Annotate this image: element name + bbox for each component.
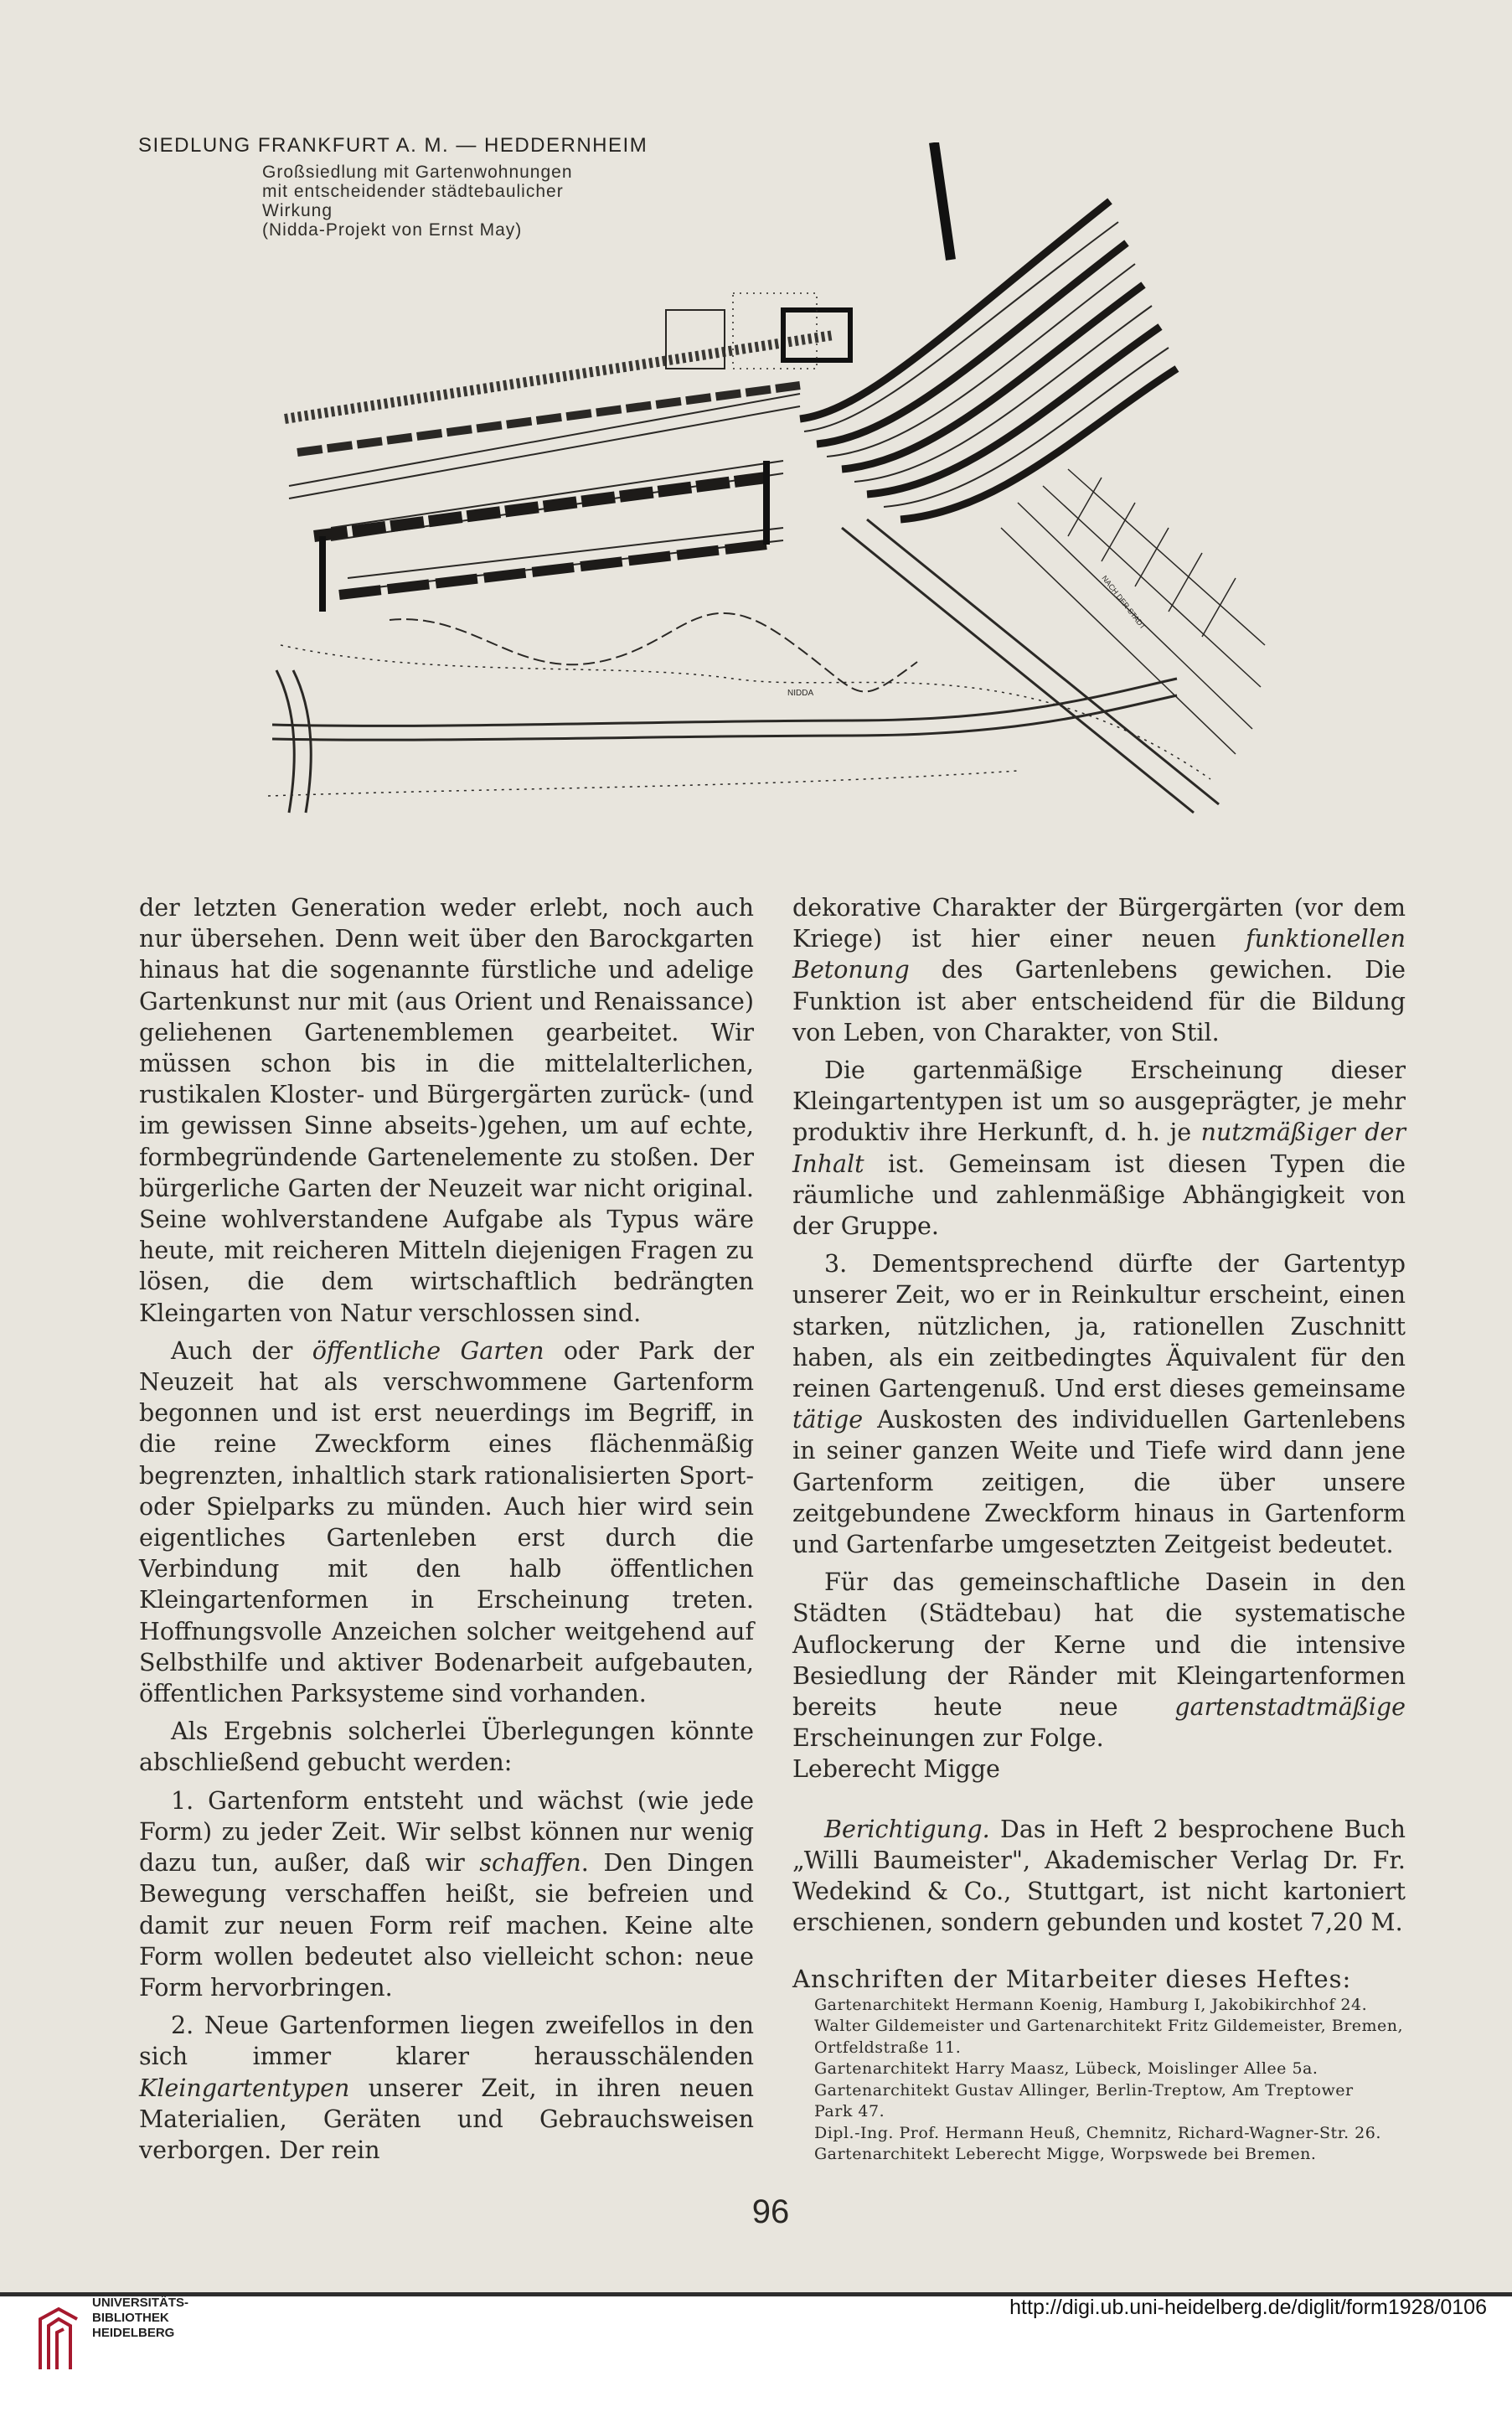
- paragraph: [792, 1567, 1406, 1754]
- caption-line: (Nidda-Projekt von Ernst May): [262, 220, 523, 240]
- source-url-link[interactable]: http://digi.ub.uni-heidelberg.de/diglit/form1928/0106: [1009, 2296, 1487, 2319]
- address-line: Gartenarchitekt Gustav Allinger, Berlin-Treptow, Am Treptower: [814, 2080, 1354, 2100]
- text: 3. Dementsprechend dürfte der Gartentyp unserer Zeit, wo er in Reinkultur erscheint, einen starken, nützlichen, ja, rationellen Zuschnitt haben, als ein zeitbedingtes Äquivalent für den reinen Gartengenuß. Und erst dieses gemeinsame: [792, 1250, 1406, 1403]
- site-plan-drawing: [264, 142, 1269, 821]
- paragraph: [792, 1055, 1406, 1242]
- text: unserer Zeit, in ihren neuen Materialien, Geräten und Gebrauchsweisen verborgen. Der rein: [139, 2074, 754, 2164]
- emphasis: tätige: [792, 1406, 864, 1434]
- address-line: Walter Gildemeister und Gartenarchitekt Fritz Gildemeister, Bremen,: [814, 2017, 1404, 2036]
- paragraph: Als Ergebnis solcherlei Überlegungen könnte abschließend gebucht werden:: [139, 1718, 754, 1777]
- contributors-heading: Anschriften der Mitarbeiter dieses Heftes:: [792, 1964, 1352, 1993]
- address-line: Park 47.: [814, 2102, 885, 2121]
- caption-line: Großsiedlung mit Gartenwohnungen: [262, 163, 573, 182]
- emphasis: Berichtigung.: [824, 1815, 990, 1843]
- emphasis: funktionellen Betonung: [792, 925, 1406, 984]
- text: 2. Neue Gartenformen liegen zweifellos in den sich immer klarer herausschälenden: [139, 2012, 754, 2071]
- paragraph: [139, 1785, 754, 2003]
- text: dekorative Charakter der Bürgergärten (vor dem Kriege) ist hier einer neuen: [792, 894, 1406, 953]
- address-line: Gartenarchitekt Leberecht Migge, Worpswede bei Bremen.: [814, 2145, 1317, 2164]
- text: oder Park der Neuzeit hat als verschwommene Gartenform begonnen und ist erst neuerdings im Begriff, in die reine Zweckform eines flächenmäßig begrenzten, inhaltlich stark rationalisierten Sport- oder Spielparks zu münden. Auch hier wird sein eigentliches Gartenleben erst durch die Verbindung mit den halb öffentlichen Kleingartenformen in Erscheinung treten. Hoffnungsvolle Anzeichen solcher weitgehend auf Selbsthilfe und aktiver Bodenarbeit aufgebauten, öffentlichen Parksysteme sind vorhanden.: [139, 1336, 754, 1708]
- contributors-list: [792, 1995, 1406, 2166]
- address-line: Dipl.-Ing. Prof. Hermann Heuß, Chemnitz, Richard-Wagner-Str. 26.: [814, 2123, 1381, 2142]
- text: 1. Gartenform entsteht und wächst (wie jede Form) zu jeder Zeit. Wir selbst können nur wenig dazu tun, außer, daß wir: [139, 1786, 754, 1878]
- text: Die gartenmäßige Erscheinung dieser Kleingartentypen ist um so ausgeprägter, je mehr produktiv ihre Herkunft, d. h. je: [792, 1056, 1406, 1147]
- text: Für das gemeinschaftliche Dasein in den Städten (Städtebau) hat die systematische Auflockerung der Kerne und die intensive Besiedlung der Ränder mit Kleingartenformen bereits heute neue: [792, 1568, 1406, 1722]
- right-text-column: [792, 892, 1406, 2166]
- library-name: [92, 2296, 188, 2341]
- address-line: Ortfeldstraße 11.: [814, 2038, 962, 2057]
- library-name-line: UNIVERSITÄTS-: [92, 2296, 189, 2310]
- road-label: NACH DER STADT: [1100, 574, 1148, 631]
- page-number: 96: [751, 2193, 790, 2230]
- emphasis: schaffen: [479, 1849, 581, 1878]
- caption-title: SIEDLUNG FRANKFURT A. M. — HEDDERNHEIM: [138, 134, 648, 157]
- emphasis: gartenstadtmäßige: [1174, 1693, 1406, 1722]
- paragraph: [792, 1248, 1406, 1560]
- emphasis: Kleingartentypen: [139, 2074, 350, 2102]
- caption-line: Wirkung: [262, 201, 333, 220]
- text: Erscheinungen zur Folge.: [792, 1724, 1104, 1753]
- emphasis: nutzmäßiger der Inhalt: [792, 1118, 1406, 1178]
- text: . Den Dingen Bewegung verschaffen heißt, sie befreien und damit zur neuen Form reif machen. Keine alte Form wollen bedeutet also vielleicht schon: neue Form hervorbringen.: [139, 1849, 754, 2002]
- text: Auskosten des individuellen Gartenlebens in seiner ganzen Weite und Tiefe wird dann jene Gartenform zeitigen, die über unsere zeitgebundene Zweckform hinaus in Gartenform und Gartenfarbe umgesetzten Zeitgeist bedeutet.: [792, 1406, 1406, 1559]
- library-name-line: HEIDELBERG: [92, 2326, 175, 2340]
- paragraph: der letzten Generation weder erlebt, noch auch nur übersehen. Denn weit über den Barockgarten hinaus hat die sogenannte fürstliche und adelige Gartenkunst nur mit (aus Orient und Renaissance) geliehenen Gartenemblemen gearbeitet. Wir müssen schon bis in die mittelalterlichen, rustikalen Kloster- und Bürgergärten zurück- (und im gewissen Sinne abseits-)gehen, um auf echte, formbegründende Gartenelemente zu stoßen. Der bürgerliche Garten der Neuzeit war nicht original. Seine wohlverstandene Aufgabe als Typus wäre heute, mit reicheren Mitteln diejenigen Fragen zu lösen, die dem wirtschaftlich bedrängten Kleingarten von Natur verschlossen sind.: [139, 894, 754, 1327]
- correction-note: [792, 1814, 1406, 1939]
- address-line: Gartenarchitekt Harry Maasz, Lübeck, Moislinger Allee 5a.: [814, 2059, 1318, 2079]
- author-signature: Leberecht Migge: [792, 1755, 1000, 1784]
- text: ist. Gemeinsam ist diesen Typen die räumliche und zahlenmäßige Abhängigkeit von der Gruppe.: [792, 1149, 1406, 1241]
- paragraph: [139, 2010, 754, 2166]
- text: Das in Heft 2 besprochene Buch „Willi Baumeister", Akademischer Verlag Dr. Fr. Wedekind & Co., Stuttgart, ist nicht kartoniert erschienen, sondern gebunden und kostet 7,20 M.: [792, 1815, 1406, 1937]
- paragraph: [792, 892, 1406, 1048]
- library-logo-icon: [34, 2302, 84, 2378]
- text: Auch der: [171, 1336, 312, 1365]
- text: des Gartenlebens gewichen. Die Funktion ist aber entscheidend für die Bildung von Leben, von Charakter, von Stil.: [792, 956, 1406, 1046]
- paragraph: [139, 1335, 754, 1709]
- emphasis: öffentliche Garten: [312, 1336, 544, 1365]
- caption-line: mit entscheidender städtebaulicher: [262, 182, 564, 201]
- library-name-line: BIBLIOTHEK: [92, 2311, 169, 2325]
- river-label: NIDDA: [787, 689, 814, 698]
- left-text-column: [139, 892, 754, 2166]
- address-line: Gartenarchitekt Hermann Koenig, Hamburg I, Jakobikirchhof 24.: [814, 1995, 1368, 2014]
